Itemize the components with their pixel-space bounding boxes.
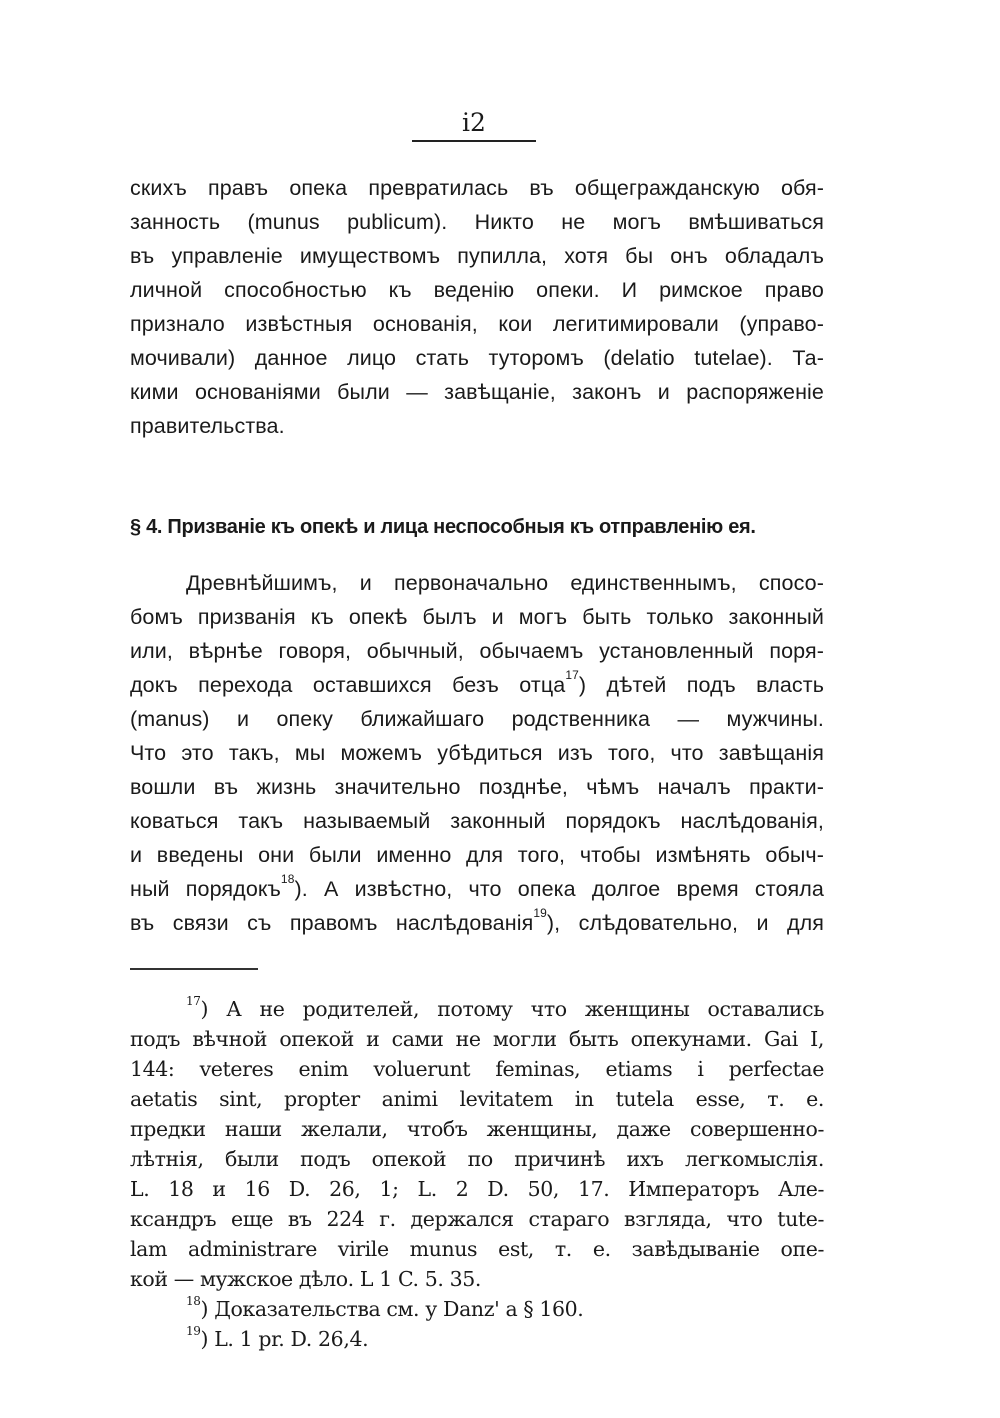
- page-number: i2: [462, 108, 486, 137]
- text-line: личной способностью къ веденію опеки. И римское право: [130, 278, 824, 302]
- footnote-separator: [130, 968, 258, 970]
- footnote-marker-19: 19: [186, 1324, 201, 1338]
- footnote-17-line: подъ вѣчной опекой и сами не могли быть опекунами. Gai I,: [130, 1027, 824, 1051]
- text-line: въ управленіе имуществомъ пупилла, хотя бы онъ обладалъ: [130, 244, 824, 268]
- footnote-17-line: L. 18 и 16 D. 26, 1; L. 2 D. 50, 17. Императоръ Але-: [130, 1177, 824, 1201]
- page-number-rule: [412, 140, 536, 142]
- text-line: мочивали) данное лицо стать туторомъ (delatio tutelae). Та-: [130, 346, 824, 370]
- text-line: (manus) и опеку ближайшаго родственника — мужчины.: [130, 707, 824, 731]
- text-line: или, вѣрнѣе говоря, обычный, обычаемъ установленный поря-: [130, 639, 824, 663]
- footnote-marker-17: 17: [186, 994, 201, 1008]
- text-line: [130, 906, 824, 940]
- text-segment: докъ перехода оставшихся безъ отца: [130, 673, 566, 697]
- footnote-19: [130, 1324, 824, 1354]
- footnote-17-line: lam administrare virile munus est, т. е. завѣдываніе опе-: [130, 1237, 824, 1261]
- footnote-18: [130, 1294, 824, 1324]
- text-line: [130, 872, 824, 906]
- footnote-marker-18: 18: [186, 1294, 201, 1308]
- text-segment: ) Доказательства см. у Danz' а § 160.: [200, 1297, 584, 1321]
- text-segment: ный порядокъ: [130, 877, 281, 901]
- footnote-17-line: 144: veteres enim voluerunt feminas, etiams i perfectae: [130, 1057, 824, 1081]
- footnote-ref-18[interactable]: 18: [280, 872, 295, 886]
- footnote-ref-17[interactable]: 17: [565, 668, 579, 682]
- footnotes: [130, 994, 824, 1354]
- text-line: признало извѣстныя основанія, кои легитимировали (управо-: [130, 312, 824, 336]
- text-line: кими основаніями были — завѣщаніе, законъ и распоряженіе: [130, 380, 824, 404]
- text-segment: ) L. 1 pr. D. 26,4.: [200, 1327, 369, 1351]
- text-segment: въ связи съ правомъ наслѣдованія: [130, 911, 534, 935]
- text-line: Древнѣйшимъ, и первоначально единственнымъ, спосо-: [186, 571, 824, 595]
- text-line: и введены они были именно для того, чтобы измѣнять обыч-: [130, 843, 824, 867]
- text-line: коваться такъ называемый законный порядокъ наслѣдованія,: [130, 809, 824, 833]
- text-segment: ). А извѣстно, что опека долгое время стояла: [294, 877, 824, 901]
- footnote-ref-19[interactable]: 19: [533, 906, 547, 920]
- footnote-17-line: [130, 994, 824, 1024]
- text-segment: ) А не родителей, потому что женщины оставались: [200, 997, 824, 1021]
- text-line: вошли въ жизнь значительно позднѣе, чѣмъ началъ практи-: [130, 775, 824, 799]
- footnote-17-line: лѣтнія, были подъ опекой по причинѣ ихъ легкомыслія.: [130, 1147, 824, 1171]
- text-line: [130, 668, 824, 702]
- text-segment: ) дѣтей подъ власть: [578, 673, 825, 697]
- text-line: скихъ правъ опека превратилась въ общегражданскую обя-: [130, 176, 824, 200]
- paragraph-continued: [130, 171, 824, 443]
- paragraph-main: [130, 566, 824, 940]
- footnote-17-line: aetatis sint, propter animi levitatem in tutela esse, т. е.: [130, 1087, 824, 1111]
- footnote-17-line: ксандръ еще въ 224 г. держался стараго взгляда, что tute-: [130, 1207, 824, 1231]
- section-heading: § 4. Призваніе къ опекѣ и лица неспособныя къ отправленію ея.: [130, 516, 756, 538]
- text-line: Что это такъ, мы можемъ убѣдиться изъ того, что завѣщанія: [130, 741, 824, 765]
- text-segment: ), слѣдовательно, и для: [546, 911, 825, 935]
- footnote-17-line: предки наши желали, чтобъ женщины, даже совершенно-: [130, 1117, 824, 1141]
- text-line: правительства.: [130, 414, 285, 438]
- text-line: бомъ призванія къ опекѣ былъ и могъ быть только законный: [130, 605, 824, 629]
- footnote-17-line: кой — мужское дѣло. L 1 C. 5. 35.: [130, 1267, 482, 1291]
- text-line: занность (munus publicum). Никто не могъ вмѣшиваться: [130, 210, 824, 234]
